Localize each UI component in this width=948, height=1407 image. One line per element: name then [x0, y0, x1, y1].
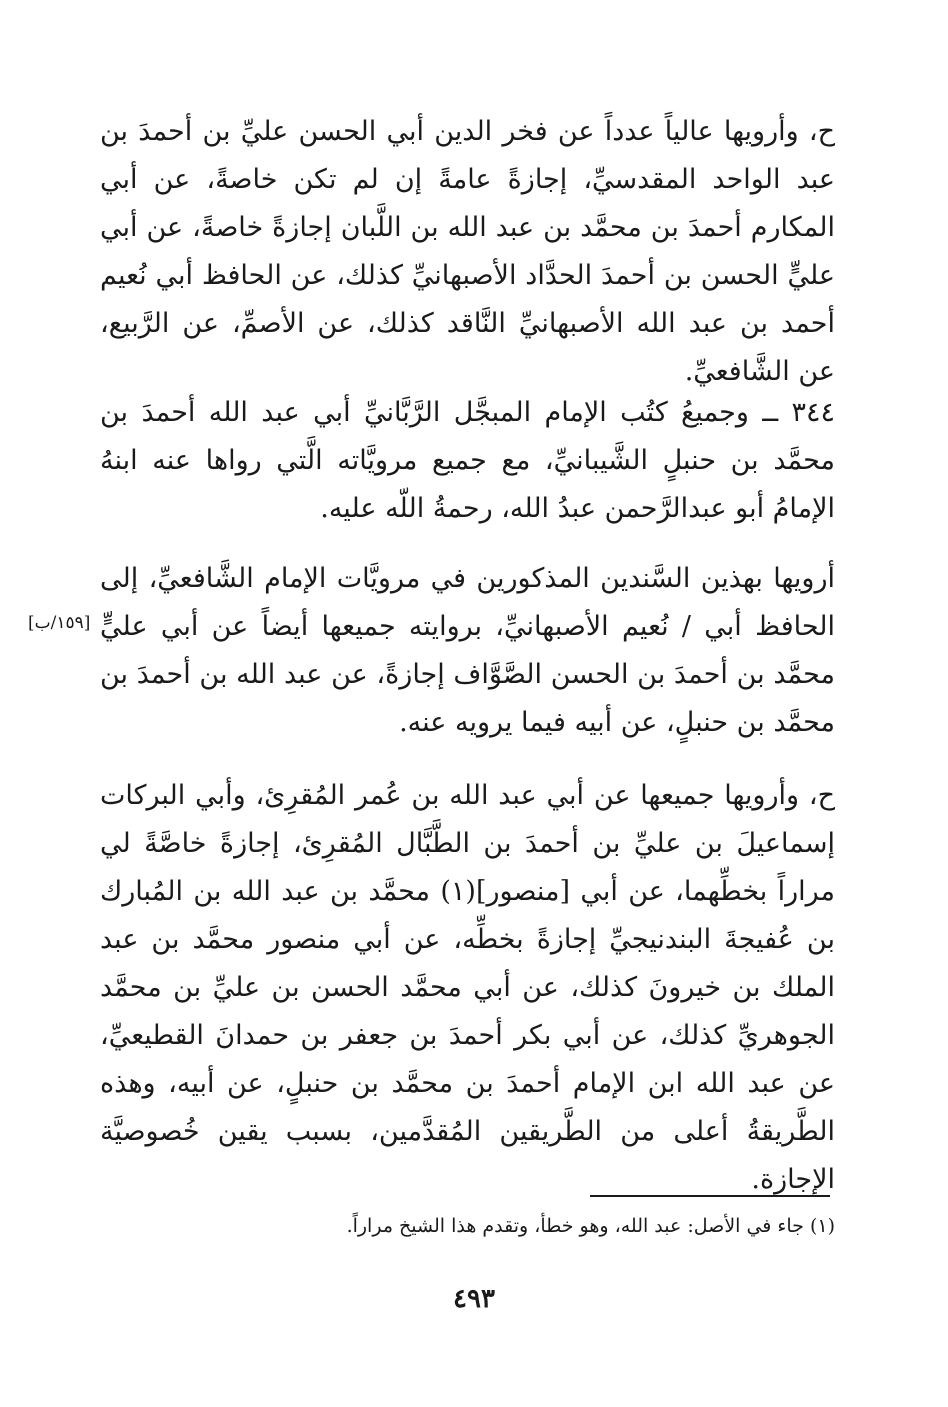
paragraph-3: أرويها بهذين السَّندين المذكورين في مرويَّات الإمام الشَّافعيِّ، إلى الحافظ أبي / نُعيم الأصبهانيِّ، بروايته جميعها أيضاً عن أبي عليٍّ محمَّد بن أحمدَ بن الحسن الصَّوَّاف إجازةً، عن عبد الله بن أحمدَ بن محمَّد بن حنبلٍ، عن أبيه فيما يرويه عنه.: [100, 563, 835, 738]
manuscript-folio-marker: [١٥٩/ب]: [28, 613, 91, 633]
footnote-1: (١) جاء في الأصل: عبد الله، وهو خطأ، وتقدم هذا الشيخ مراراً.: [346, 1215, 835, 1237]
paragraph-2-entry-344: ٣٤٤ ــ وجميعُ كتُب الإمام المبجَّل الرَّبَّانيِّ أبي عبد الله أحمدَ بن محمَّد بن حنبلٍ الشَّيبانيِّ، مع جميع مرويَّاته الَّتي رواها عنه ابنهُ الإمامُ أبو عبدالرَّحمن عبدُ الله، رحمةُ اللّه عليه.: [100, 397, 835, 524]
page-number: ٤٩٣: [453, 1284, 495, 1314]
footnote-divider: [590, 1195, 830, 1197]
paragraph-4: ح، وأرويها جميعها عن أبي عبد الله بن عُمر المُقرِئ، وأبي البركات إسماعيلَ بن عليِّ بن أحمدَ بن الطَّبَّال المُقرِئ، إجازةً خاصَّةً لي مراراً بخطِّهما، عن أبي [منصور](١) محمَّد بن عبد الله بن المُبارك بن عُفيجةَ البندنيجيِّ إجازةً بخطِّه، عن أبي منصور محمَّد بن عبد الملك بن خيرونَ كذلك، عن أبي محمَّد الحسن بن عليِّ بن محمَّد الجوهريِّ كذلك، عن أبي بكر أحمدَ بن جعفر بن حمدانَ القطيعيِّ، عن عبد الله ابن الإمام أحمدَ بن محمَّد بن حنبلٍ، عن أبيه، وهذه الطَّريقةُ أعلى من الطَّريقين المُقدَّمين، بسبب يقين خُصوصيَّة الإجازة.: [100, 780, 835, 1195]
paragraph-1: ح، وأرويها عالياً عدداً عن فخر الدين أبي الحسن عليِّ بن أحمدَ بن عبد الواحد المقدسيِّ، إجازةً عامةً إن لم تكن خاصةً، عن أبي المكارم أحمدَ بن محمَّد بن عبد الله بن اللَّبان إجازةً خاصةً، عن أبي عليٍّ الحسن بن أحمدَ الحدَّاد الأصبهانيِّ كذلك، عن الحافظ أبي نُعيم أحمد بن عبد الله الأصبهانيِّ النَّاقد كذلك، عن الأصمِّ، عن الرَّبيع، عن الشَّافعيِّ.: [100, 116, 835, 387]
